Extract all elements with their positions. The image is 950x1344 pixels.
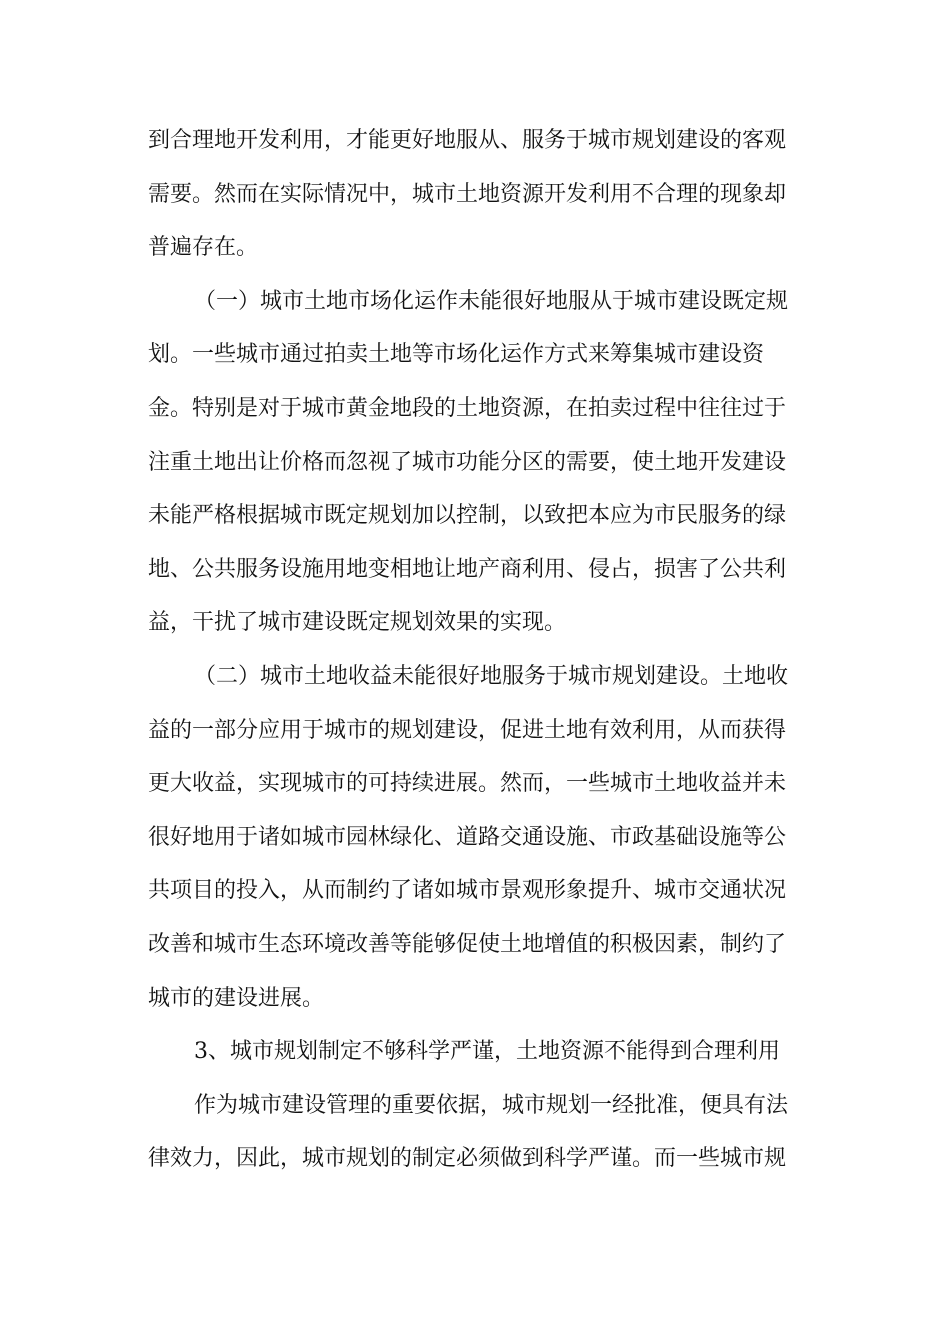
text-line: 很好地用于诸如城市园林绿化、道路交通设施、市政基础设施等公 (148, 824, 787, 850)
section-heading-line: （二）城市土地收益未能很好地服务于城市规划建设。土地收 (194, 663, 789, 689)
text-line: 注重土地出让价格而忽视了城市功能分区的需要，使土地开发建设 (148, 449, 787, 475)
text-line: 律效力，因此，城市规划的制定必须做到科学严谨。而一些城市规 (148, 1146, 787, 1172)
text-line: 城市的建设进展。 (148, 985, 325, 1011)
text-line: 更大收益，实现城市的可持续进展。然而，一些城市土地收益并未 (148, 771, 787, 797)
text-line: 益的一部分应用于城市的规划建设，促进土地有效利用，从而获得 (148, 717, 787, 743)
text-line: 普遍存在。 (148, 235, 259, 261)
text-line: 未能严格根据城市既定规划加以控制，以致把本应为市民服务的绿 (148, 503, 787, 529)
text-line: 地、公共服务设施用地变相地让地产商利用、侵占，损害了公共利 (148, 556, 787, 582)
text-line: 到合理地开发利用，才能更好地服从、服务于城市规划建设的客观 (148, 128, 787, 153)
text-line: 作为城市建设管理的重要依据，城市规划一经批准，便具有法 (194, 1092, 789, 1118)
section-heading-line: 3、城市规划制定不够科学严谨，土地资源不能得到合理利用 (194, 1039, 780, 1065)
text-line: 划。一些城市通过拍卖土地等市场化运作方式来筹集城市建设资 (148, 342, 765, 368)
text-line: 需要。然而在实际情况中，城市土地资源开发利用不合理的现象却 (148, 181, 787, 207)
section-heading-line: （一）城市土地市场化运作未能很好地服从于城市建设既定规 (194, 288, 789, 314)
text-line: 共项目的投入，从而制约了诸如城市景观形象提升、城市交通状况 (148, 878, 787, 904)
body-text (148, 114, 808, 1186)
text-line: 金。特别是对于城市黄金地段的土地资源，在拍卖过程中往往过于 (148, 395, 787, 421)
text-line: 改善和城市生态环境改善等能够促使土地增值的积极因素，制约了 (148, 931, 787, 957)
text-line: 益，干扰了城市建设既定规划效果的实现。 (148, 610, 567, 636)
